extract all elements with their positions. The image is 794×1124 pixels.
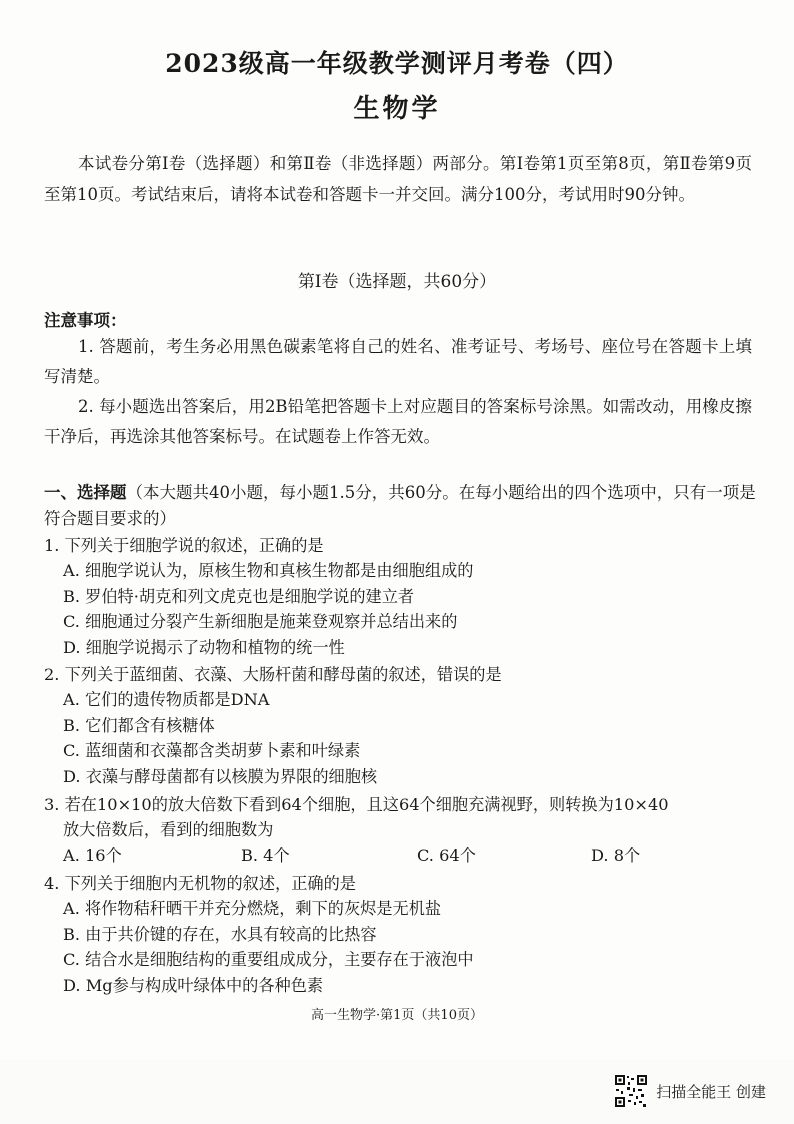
question-stem: 1. 下列关于细胞学说的叙述，正确的是 [44, 536, 324, 555]
page-footer: 高一生物学·第1页（共10页） [311, 1008, 483, 1023]
notice-title: 注意事项： [44, 311, 127, 330]
option-a: A. 细胞学说认为，原核生物和真核生物都是由细胞组成的 [63, 561, 474, 580]
option-d: D. 8个 [591, 846, 641, 865]
notice-item: 1. 答题前，考生务必用黑色碳素笔将自己的姓名、准考证号、考场号、座位号在答题卡上填写清楚。 [44, 337, 752, 386]
question-stem: 3. 若在10×10的放大倍数下看到64个细胞，且这64个细胞充满视野，则转换为10×40 [44, 795, 669, 814]
question-4 [44, 871, 760, 998]
option-a: A. 它们的遗传物质都是DNA [63, 690, 270, 709]
question-2 [44, 662, 760, 789]
question-3 [44, 792, 760, 870]
question-stem: 2. 下列关于蓝细菌、衣藻、大肠杆菌和酵母菌的叙述，错误的是 [44, 665, 502, 684]
section-heading: 第Ⅰ卷（选择题，共60分） [297, 272, 497, 292]
option-c: C. 64个 [417, 846, 476, 865]
question-stem: 4. 下列关于细胞内无机物的叙述，正确的是 [44, 874, 356, 893]
scanner-label: 扫描全能王 创建 [656, 1082, 766, 1101]
option-b: B. 由于共价键的存在，水具有较高的比热容 [63, 924, 377, 944]
options-row [44, 842, 760, 870]
question-stem-continued: 放大倍数后，看到的细胞数为 [63, 820, 274, 839]
notice-item: 2. 每小题选出答案后，用2B铅笔把答题卡上对应题目的答案标号涂黑。如需改动，用橡皮擦干净后，再选涂其他答案标号。在试题卷上作答无效。 [44, 397, 752, 446]
part-heading [44, 480, 756, 532]
option-d: D. 细胞学说揭示了动物和植物的统一性 [63, 637, 345, 657]
option-a: A. 16个 [63, 846, 122, 865]
part-description: （本大题共40小题，每小题1.5分，共60分。在每小题给出的四个选项中，只有一项是符合题目要求的） [44, 483, 756, 528]
option-a: A. 将作物秸秆晒干并充分燃烧，剩下的灰烬是无机盐 [63, 899, 442, 918]
option-d: D. Mg参与构成叶绿体中的各种色素 [63, 975, 324, 995]
option-c: C. 蓝细菌和衣藻都含类胡萝卜素和叶绿素 [63, 741, 361, 760]
option-b: B. 4个 [241, 846, 290, 865]
option-c: C. 结合水是细胞结构的重要组成成分，主要存在于液泡中 [63, 950, 474, 969]
option-d: D. 衣藻与酵母菌都有以核膜为界限的细胞核 [63, 766, 378, 786]
option-b: B. 罗伯特·胡克和列文虎克也是细胞学说的建立者 [63, 586, 415, 606]
option-c: C. 细胞通过分裂产生新细胞是施莱登观察并总结出来的 [63, 612, 458, 631]
qr-code-icon [614, 1074, 648, 1108]
question-1 [44, 533, 760, 660]
exam-intro: 本试卷分第Ⅰ卷（选择题）和第Ⅱ卷（非选择题）两部分。第Ⅰ卷第1页至第8页，第Ⅱ卷第9页至第10页。考试结束后，请将本试卷和答题卡一并交回。满分100分，考试用时90分钟。 [44, 154, 752, 204]
part-lead: 一、选择题 [44, 483, 127, 502]
subject-title: 生物学 [353, 94, 441, 124]
option-b: B. 它们都含有核糖体 [63, 715, 215, 735]
exam-title: 2023级高一年级教学测评月考卷（四） [165, 49, 629, 78]
scanner-watermark [614, 1074, 766, 1108]
